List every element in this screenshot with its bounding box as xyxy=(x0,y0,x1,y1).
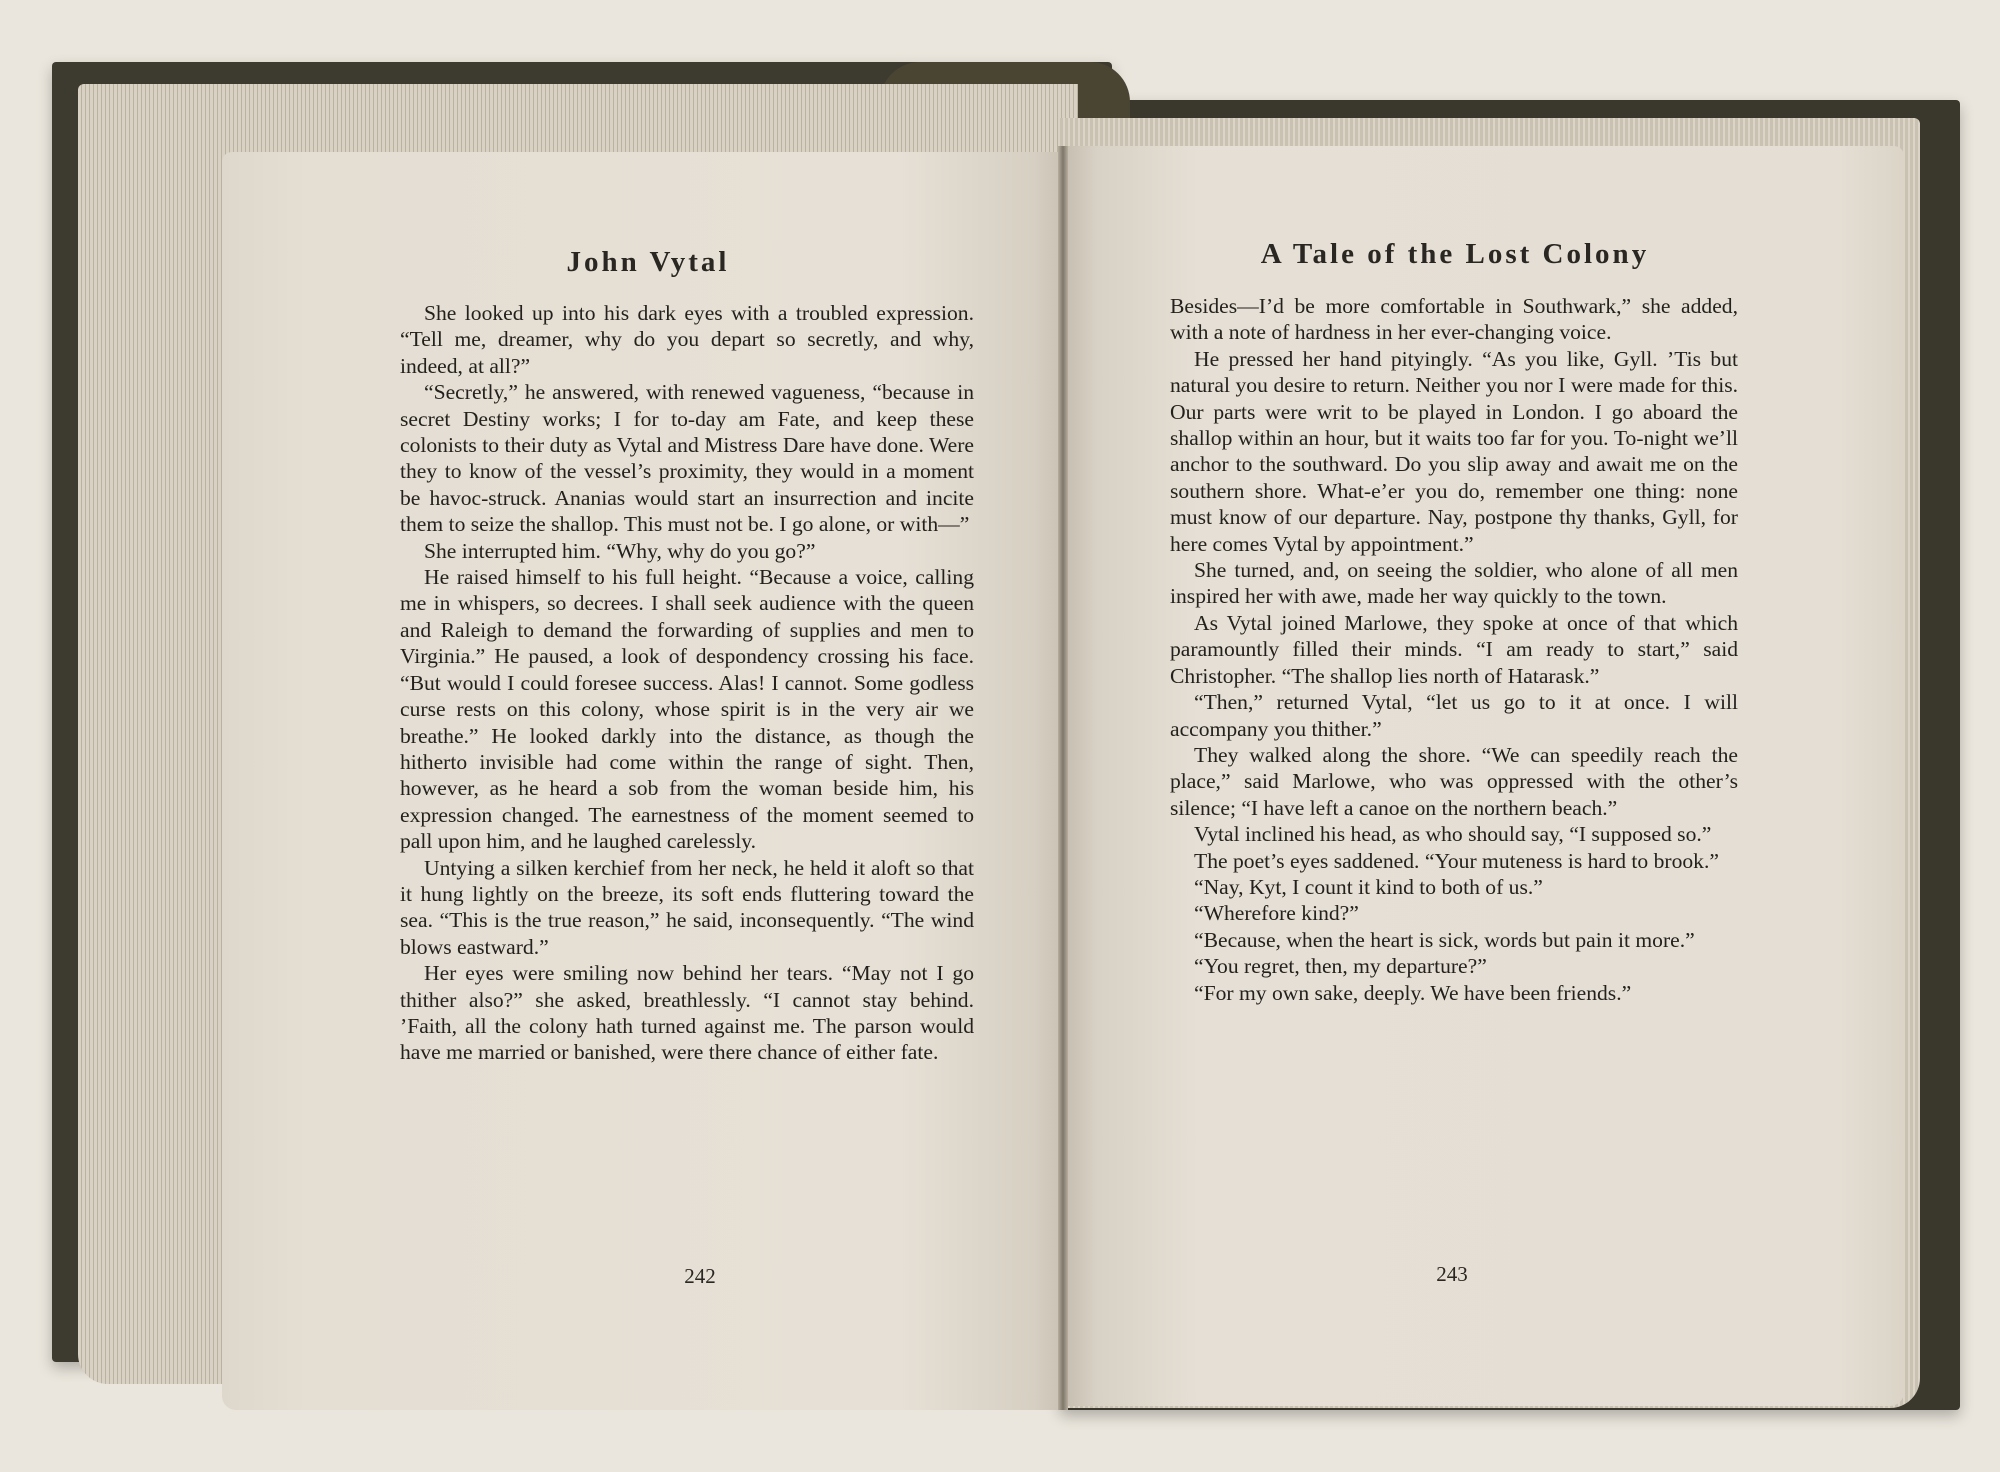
paragraph: “Wherefore kind?” xyxy=(1194,901,1359,926)
paragraph: “Secretly,” he answered, with renewed vagueness, “because in secret Destiny works; I for to-day am Fate, and keep these colonists to their duty as Vytal and Mistress Dare have done. Were they to know of the vessel’s proximity, they would in a moment be havoc-struck. Ananias would start an insurrection and incite them to seize the shallop. This must not be. I go alone, or with—” xyxy=(400,380,974,537)
paragraph: As Vytal joined Marlowe, they spoke at once of that which paramountly filled their minds. “I am ready to start,” said Christopher. “The shallop lies north of Hatarask.” xyxy=(1170,610,1738,688)
paragraph: “You regret, then, my departure?” xyxy=(1194,954,1487,979)
paragraph: The poet’s eyes saddened. “Your muteness is hard to brook.” xyxy=(1194,848,1719,873)
paragraph: She turned, and, on seeing the soldier, who alone of all men inspired her with awe, made her way quickly to the town. xyxy=(1170,558,1738,609)
paragraph: Her eyes were smiling now behind her tears. “May not I go thither also?” she asked, breathlessly. “I cannot stay behind. ’Faith, all the colony hath turned against me. The parson would have me married or banished, were there chance of either fate. xyxy=(400,961,974,1065)
paragraph: She looked up into his dark eyes with a troubled expression. “Tell me, dreamer, why do you depart so secretly, and why, indeed, at all?” xyxy=(400,301,974,378)
left-running-head: John Vytal xyxy=(566,246,730,278)
paragraph: She interrupted him. “Why, why do you go?” xyxy=(424,538,816,563)
paragraph: He raised himself to his full height. “Because a voice, calling me in whispers, so decrees. I shall seek audience with the queen and Raleigh to demand the forwarding of supplies and men to Virginia.” He paused, a look of despondency crossing his face. “But would I could foresee success. Alas! I cannot. Some godless curse rests on this colony, whose spirit is in the very air we breathe.” He looked darkly into the distance, as though the hitherto invisible had come within the range of sight. Then, however, as he heard a sob from the woman beside him, his expression changed. The earnestness of the moment seemed to pall upon him, and he laughed carelessly. xyxy=(400,565,974,854)
paragraph: Vytal inclined his head, as who should say, “I supposed so.” xyxy=(1194,822,1712,847)
paragraph: “For my own sake, deeply. We have been friends.” xyxy=(1194,980,1632,1005)
paragraph: Untying a silken kerchief from her neck, he held it aloft so that it hung lightly on the breeze, its soft ends fluttering toward the sea. “This is the true reason,” he said, inconsequently. “The wind blows eastward.” xyxy=(400,855,974,959)
right-page-text xyxy=(1170,293,1738,1006)
continued-paragraph: Besides—I’d be more comfortable in Southwark,” she added, with a note of hardness in her ever-changing voice. xyxy=(1170,294,1738,345)
right-running-head: A Tale of the Lost Colony xyxy=(1260,238,1650,270)
book-gutter xyxy=(1058,146,1068,1410)
left-page-number: 242 xyxy=(684,1264,716,1288)
paragraph: “Then,” returned Vytal, “let us go to it at once. I will accompany you thither.” xyxy=(1170,690,1738,741)
paragraph: “Because, when the heart is sick, words but pain it more.” xyxy=(1194,927,1695,952)
paragraph: He pressed her hand pityingly. “As you like, Gyll. ’Tis but natural you desire to return. Neither you nor I were made for this. Our parts were writ to be played in London. I go aboard the shallop within an hour, but it waits too far for you. To-night we’ll anchor to the southward. Do you slip away and await me on the southern shore. What-e’er you do, remember one thing: none must know of our departure. Nay, postpone thy thanks, Gyll, for here comes Vytal by appointment.” xyxy=(1170,346,1738,556)
paragraph: “Nay, Kyt, I count it kind to both of us.” xyxy=(1194,874,1543,899)
right-page-number: 243 xyxy=(1436,1262,1468,1286)
left-page-text xyxy=(400,300,974,1066)
paragraph: They walked along the shore. “We can speedily reach the place,” said Marlowe, who was oppressed with the other’s silence; “I have left a canoe on the northern beach.” xyxy=(1170,742,1738,820)
